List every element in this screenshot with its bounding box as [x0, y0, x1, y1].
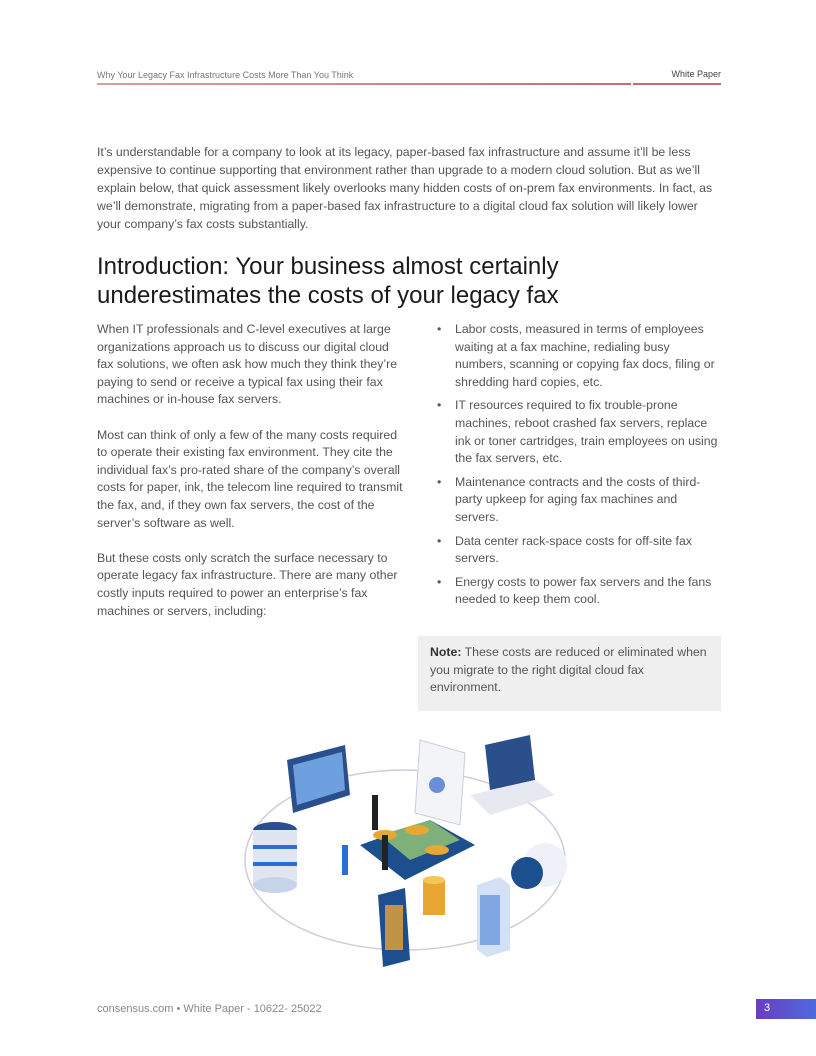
monitor-icon [287, 745, 350, 813]
list-item: • Data center rack-space costs for off-site fax servers. [437, 533, 722, 568]
section-heading: Introduction: Your business almost certainly underestimates the costs of your legacy fax [97, 253, 559, 309]
left-column [97, 321, 407, 638]
header-divider-right [633, 83, 721, 85]
list-item: • Energy costs to power fax servers and the fans needed to keep them cool. [437, 574, 722, 609]
list-item: • Maintenance contracts and the costs of third- party upkeep for aging fax machines and servers. [437, 474, 722, 527]
list-item: • Labor costs, measured in terms of employees waiting at a fax machine, redialing busy numbers, scanning or copying fax docs, filing or shredding hard copies, etc. [437, 321, 722, 391]
list-item: • IT resources required to fix trouble-prone machines, reboot crashed fax servers, replace ink or toner cartridges, train employees on using the fax servers, etc. [437, 397, 722, 467]
paragraph: But these costs only scratch the surface necessary to operate legacy fax infrastructure. There are many other costly inputs required to power an enterprise’s fax machines or servers, including: [97, 550, 398, 618]
intro-paragraph: It’s understandable for a company to look at its legacy, paper-based fax infrastructure and assume it’ll be less expensive to continue supporting that environment rather than upgrade to a modern cloud solution. But as we’ll explain below, that quick assessment likely overlooks many hidden costs of on-prem fax environments. In fact, as we’ll demonstrate, migrating from a paper-based fax infrastructure to a digital cloud fax solution will likely lower your company’s fax costs substantially. [97, 145, 713, 231]
cloud-icon [511, 843, 567, 889]
server-icon [477, 877, 510, 957]
note-label: Note: [430, 645, 462, 659]
cloud-fax-illustration [215, 725, 595, 975]
header-title: Why Your Legacy Fax Infrastructure Costs More Than You Think [97, 70, 354, 80]
header-label: White Paper [671, 69, 721, 79]
footer-text: consensus.com • White Paper - 10622- 25022 [97, 1003, 322, 1015]
phone-icon [378, 888, 410, 967]
database-icon [253, 822, 297, 893]
header-divider [97, 83, 631, 85]
page-number: 3 [756, 999, 816, 1019]
note-text: These costs are reduced or eliminated when you migrate to the right digital cloud fax environment. [430, 645, 707, 695]
laptop-icon [470, 735, 555, 815]
document-icon [415, 740, 465, 825]
note-box [418, 636, 721, 711]
paragraph: When IT professionals and C-level executives at large organizations approach us to discuss our digital cloud fax solutions, we often ask how much they think they’re paying to send or receive a typical fax using their fax machines or in-house fax servers. [97, 322, 398, 407]
paragraph: Most can think of only a few of the many costs required to operate their existing fax environment. They cite the individual fax’s pro-rated share of the company’s overall costs for paper, ink, the telecom line required to transmit the fax, and, if they own fax servers, the cost of the server’s software as well. [97, 427, 403, 530]
cost-list [437, 321, 722, 615]
